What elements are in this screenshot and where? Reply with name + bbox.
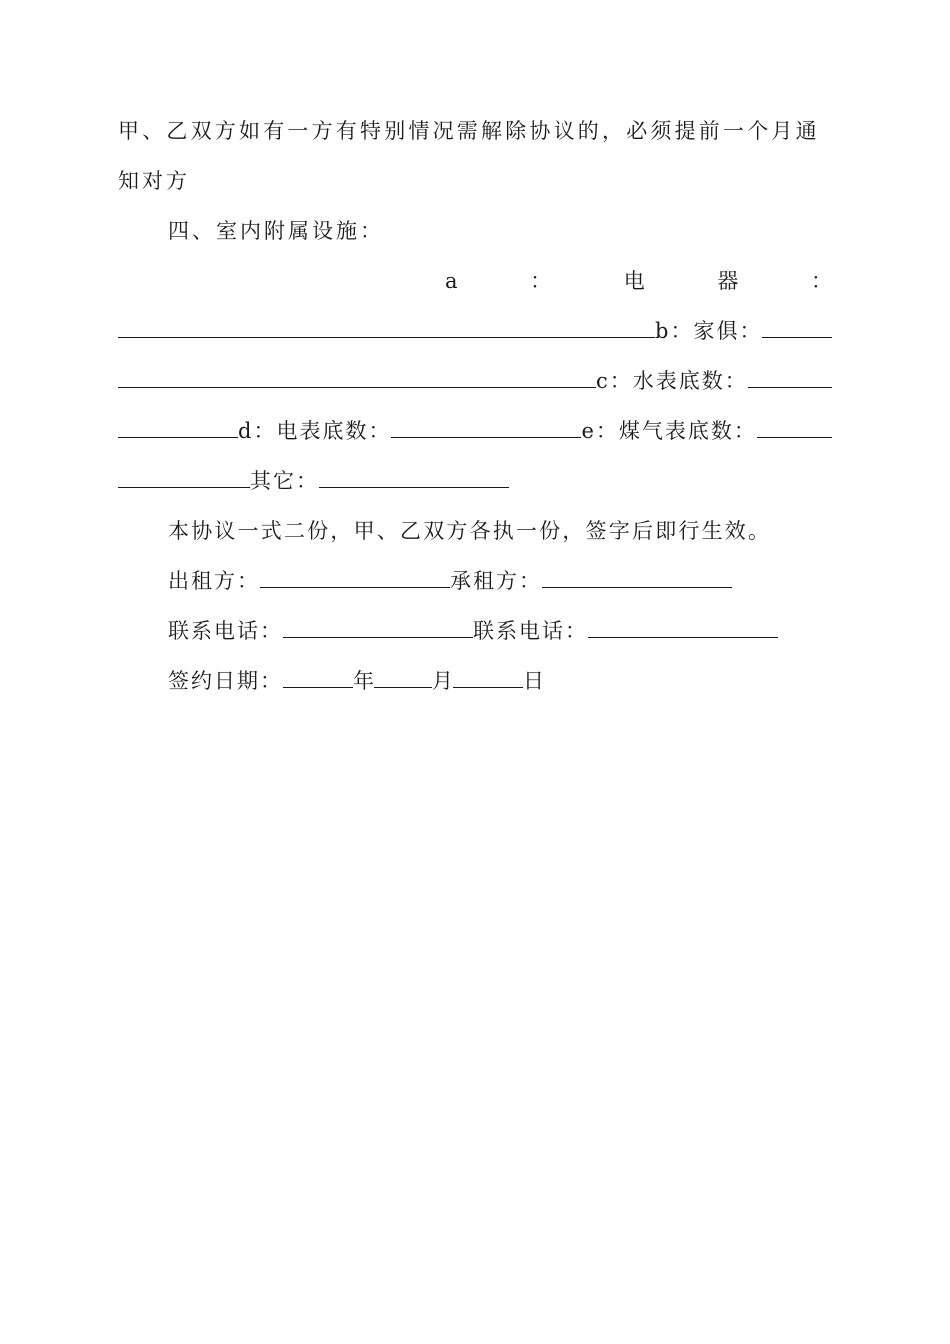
year-label: 年 — [353, 669, 374, 693]
day-label: 日 — [523, 669, 544, 693]
item-b-line — [118, 306, 832, 356]
lessor-phone-label: 联系电话： — [168, 619, 283, 643]
other-label: 其它： — [250, 469, 319, 493]
item-c-label: c：水表底数： — [596, 369, 748, 393]
item-a-line — [118, 256, 832, 306]
termination-clause-line-2 — [118, 156, 832, 206]
lessor-phone-blank[interactable] — [283, 625, 473, 638]
section-4-heading-text: 四、室内附属设施： — [168, 219, 384, 243]
item-a-colon: ： — [530, 269, 552, 293]
item-c-line — [118, 356, 832, 406]
item-d-label: d：电表底数： — [238, 419, 392, 443]
signing-date-line — [118, 656, 832, 706]
item-c-blank-cont[interactable] — [118, 425, 238, 438]
item-e-blank-cont[interactable] — [118, 475, 250, 488]
item-b-label: b：家俱： — [655, 319, 763, 343]
document-page — [118, 106, 832, 706]
item-a-label: a — [445, 269, 458, 293]
item-d-e-line — [118, 406, 832, 456]
item-c-blank[interactable] — [748, 375, 832, 388]
item-a-blank[interactable] — [118, 325, 655, 338]
lessee-phone-label: 联系电话： — [473, 619, 588, 643]
termination-clause-text-end: 知对方 — [118, 169, 190, 193]
phone-line — [118, 606, 832, 656]
month-blank[interactable] — [374, 675, 432, 688]
year-blank[interactable] — [283, 675, 353, 688]
lessor-label: 出租方： — [168, 569, 260, 593]
lessor-blank[interactable] — [260, 575, 450, 588]
other-blank[interactable] — [319, 475, 509, 488]
item-e-blank[interactable] — [757, 425, 832, 438]
day-blank[interactable] — [453, 675, 523, 688]
item-b-blank-cont[interactable] — [118, 375, 596, 388]
item-a-text-2: 器 — [717, 269, 739, 293]
copies-clause — [118, 506, 832, 556]
section-4-heading — [118, 206, 832, 256]
other-line — [118, 456, 832, 506]
copies-clause-text: 本协议一式二份，甲、乙双方各执一份，签字后即行生效。 — [168, 519, 772, 543]
item-d-blank[interactable] — [391, 425, 581, 438]
termination-clause-line-1 — [118, 106, 832, 156]
lessee-phone-blank[interactable] — [588, 625, 778, 638]
termination-clause-text: 甲、乙双方如有一方有特别情况需解除协议的，必须提前一个月通 — [118, 119, 820, 143]
lessee-blank[interactable] — [542, 575, 732, 588]
item-e-label: e：煤气表底数： — [581, 419, 757, 443]
month-label: 月 — [432, 669, 453, 693]
date-label: 签约日期： — [168, 669, 283, 693]
item-b-blank[interactable] — [762, 325, 832, 338]
signature-parties-line — [118, 556, 832, 606]
item-a-text-1: 电 — [623, 269, 645, 293]
lessee-label: 承租方： — [450, 569, 542, 593]
item-a-colon-2: ： — [810, 269, 832, 293]
